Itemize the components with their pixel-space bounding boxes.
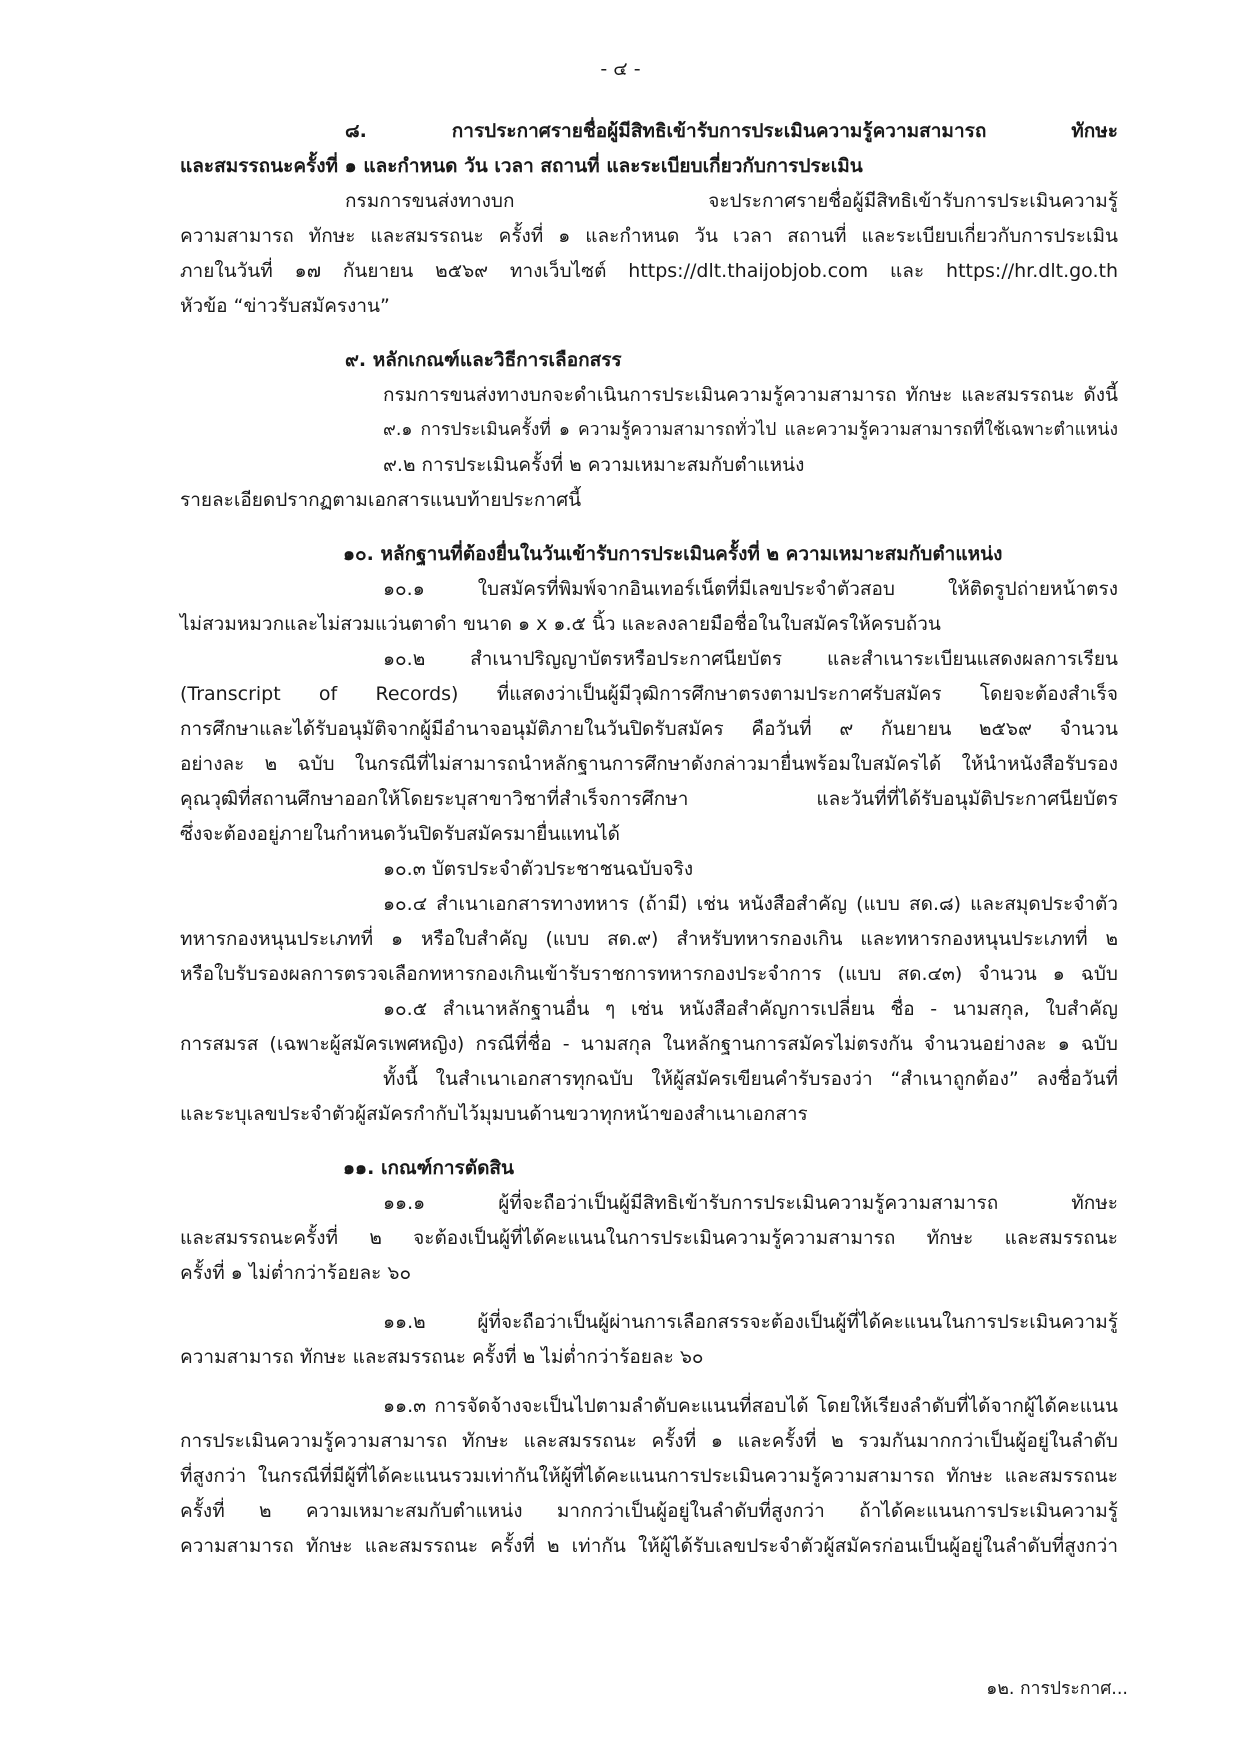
section-10-2-line: การศึกษาและได้รับอนุมัติจากผู้มีอำนาจอนุมัติภายในวันปิดรับสมัคร คือวันที่ ๙ กันยายน ๒๕๖๙ จำนวน (180, 718, 1118, 740)
section-10-4-line: ทหารกองหนุนประเภทที่ ๑ หรือใบสำคัญ (แบบ สด.๙) สำหรับทหารกองเกิน และทหารกองหนุนประเภทที่ ๒ (180, 928, 1118, 950)
page-number: - ๔ - (600, 58, 641, 80)
section-8-para-line: กรมการขนส่งทางบก จะประกาศรายชื่อผู้มีสิทธิเข้ารับการประเมินความรู้ (345, 190, 1118, 212)
section-11-3-line: ครั้งที่ ๒ ความเหมาะสมกับตำแหน่ง มากกว่าเป็นผู้อยู่ในลำดับที่สูงกว่า ถ้าได้คะแนนการประเมินความรู้ (180, 1500, 1118, 1522)
section-10-4-line: ๑๐.๔ สำเนาเอกสารทางทหาร (ถ้ามี) เช่น หนังสือสำคัญ (แบบ สด.๘) และสมุดประจำตัว (383, 893, 1118, 915)
section-9-item: ๙.๑ การประเมินครั้งที่ ๑ ความรู้ความสามารถทั่วไป และความรู้ความสามารถที่ใช้เฉพาะตำแหน่ง (383, 420, 1118, 440)
section-11-3-line: การประเมินความรู้ความสามารถ ทักษะ และสมรรถนะ ครั้งที่ ๑ และครั้งที่ ๒ รวมกันมากกว่าเป็นผู้อยู่ในลำดับ (180, 1430, 1118, 1452)
section-11-1-line: ๑๑.๑ ผู้ที่จะถือว่าเป็นผู้มีสิทธิเข้ารับการประเมินความรู้ความสามารถ ทักษะ (383, 1192, 1118, 1214)
section-11-3-line: ๑๑.๓ การจัดจ้างจะเป็นไปตามลำดับคะแนนที่สอบได้ โดยให้เรียงลำดับที่ได้จากผู้ได้คะแนน (383, 1395, 1118, 1417)
section-10-3-line: ๑๐.๓ บัตรประจำตัวประชาชนฉบับจริง (383, 858, 694, 880)
section-11-1-line: และสมรรถนะครั้งที่ ๒ จะต้องเป็นผู้ที่ได้คะแนนในการประเมินความรู้ความสามารถ ทักษะ และสมรรถนะ (180, 1227, 1118, 1249)
section-8-para-line: หัวข้อ “ข่าวรับสมัครงาน” (180, 295, 390, 317)
section-10-1-line: ไม่สวมหมวกและไม่สวมแว่นตาดำ ขนาด ๑ x ๑.๕ นิ้ว และลงลายมือชื่อในใบสมัครให้ครบถ้วน (180, 613, 941, 635)
section-10-5-line: การสมรส (เฉพาะผู้สมัครเพศหญิง) กรณีที่ชื่อ - นามสกุล ในหลักฐานการสมัครไม่ตรงกัน จำนวนอย่างละ ๑ ฉบับ (180, 1033, 1118, 1055)
section-10-note-line: และระบุเลขประจำตัวผู้สมัครกำกับไว้มุมบนด้านขวาทุกหน้าของสำเนาเอกสาร (180, 1103, 808, 1125)
section-9-heading: ๙. หลักเกณฑ์และวิธีการเลือกสรร (345, 349, 622, 371)
section-11-1-line: ครั้งที่ ๑ ไม่ต่ำกว่าร้อยละ ๖๐ (180, 1262, 412, 1284)
section-11-2-line: ความสามารถ ทักษะ และสมรรถนะ ครั้งที่ ๒ ไม่ต่ำกว่าร้อยละ ๖๐ (180, 1346, 704, 1368)
section-8-para-line: ภายในวันที่ ๑๗ กันยายน ๒๕๖๙ ทางเว็บไซต์ https://dlt.thaijobjob.com และ https://hr.dlt.go.th (180, 260, 1118, 282)
section-10-1-line: ๑๐.๑ ใบสมัครที่พิมพ์จากอินเทอร์เน็ตที่มีเลขประจำตัวสอบ ให้ติดรูปถ่ายหน้าตรง (383, 578, 1118, 600)
section-8-heading: ๘. การประกาศรายชื่อผู้มีสิทธิเข้ารับการประเมินความรู้ความสามารถ ทักษะ (345, 120, 1118, 142)
section-11-3-line: ความสามารถ ทักษะ และสมรรถนะ ครั้งที่ ๒ เท่ากัน ให้ผู้ได้รับเลขประจำตัวผู้สมัครก่อนเป็นผู้อยู่ในลำดับที่สูงกว่า (180, 1535, 1118, 1557)
section-11-2-line: ๑๑.๒ ผู้ที่จะถือว่าเป็นผู้ผ่านการเลือกสรรจะต้องเป็นผู้ที่ได้คะแนนในการประเมินความรู้ (383, 1311, 1118, 1333)
section-10-2-line: (Transcript of Records) ที่แสดงว่าเป็นผู้มีวุฒิการศึกษาตรงตามประกาศรับสมัคร โดยจะต้องสำเร็จ (180, 683, 1118, 705)
continuation-footer: ๑๒. การประกาศ... (986, 1679, 1128, 1699)
section-10-2-line: ๑๐.๒ สำเนาปริญญาบัตรหรือประกาศนียบัตร และสำเนาระเบียนแสดงผลการเรียน (383, 648, 1118, 670)
section-9-para-line: กรมการขนส่งทางบกจะดำเนินการประเมินความรู้ความสามารถ ทักษะ และสมรรถนะ ดังนี้ (383, 384, 1118, 406)
section-10-note-line: ทั้งนี้ ในสำเนาเอกสารทุกฉบับ ให้ผู้สมัครเขียนคำรับรองว่า “สำเนาถูกต้อง” ลงชื่อวันที่ (383, 1068, 1118, 1090)
section-10-2-line: คุณวุฒิที่สถานศึกษาออกให้โดยระบุสาขาวิชาที่สำเร็จการศึกษา และวันที่ที่ได้รับอนุมัติประกาศนียบัตร (180, 788, 1118, 810)
section-9-item: ๙.๒ การประเมินครั้งที่ ๒ ความเหมาะสมกับตำแหน่ง (383, 454, 805, 476)
section-10-4-line: หรือใบรับรองผลการตรวจเลือกทหารกองเกินเข้ารับราชการทหารกองประจำการ (แบบ สด.๔๓) จำนวน ๑ ฉบับ (180, 963, 1118, 985)
section-8-heading-cont: และสมรรถนะครั้งที่ ๑ และกำหนด วัน เวลา สถานที่ และระเบียบเกี่ยวกับการประเมิน (180, 155, 863, 177)
section-10-2-line: อย่างละ ๒ ฉบับ ในกรณีที่ไม่สามารถนำหลักฐานการศึกษาดังกล่าวมายื่นพร้อมใบสมัครได้ ให้นำหนังสือรับรอง (180, 753, 1118, 775)
section-8-para-line: ความสามารถ ทักษะ และสมรรถนะ ครั้งที่ ๑ และกำหนด วัน เวลา สถานที่ และระเบียบเกี่ยวกับการประเมิน (180, 225, 1118, 247)
section-10-heading: ๑๐. หลักฐานที่ต้องยื่นในวันเข้ารับการประเมินครั้งที่ ๒ ความเหมาะสมกับตำแหน่ง (343, 543, 1003, 565)
section-10-2-line: ซึ่งจะต้องอยู่ภายในกำหนดวันปิดรับสมัครมายื่นแทนได้ (180, 823, 621, 845)
section-9-para-line: รายละเอียดปรากฏตามเอกสารแนบท้ายประกาศนี้ (180, 489, 582, 511)
section-11-3-line: ที่สูงกว่า ในกรณีที่มีผู้ที่ได้คะแนนรวมเท่ากันให้ผู้ที่ได้คะแนนการประเมินความรู้ความสามารถ ทักษะ และสมรรถนะ (180, 1465, 1118, 1487)
section-11-heading: ๑๑. เกณฑ์การตัดสิน (343, 1157, 514, 1179)
section-10-5-line: ๑๐.๕ สำเนาหลักฐานอื่น ๆ เช่น หนังสือสำคัญการเปลี่ยน ชื่อ - นามสกุล, ใบสำคัญ (383, 998, 1118, 1020)
